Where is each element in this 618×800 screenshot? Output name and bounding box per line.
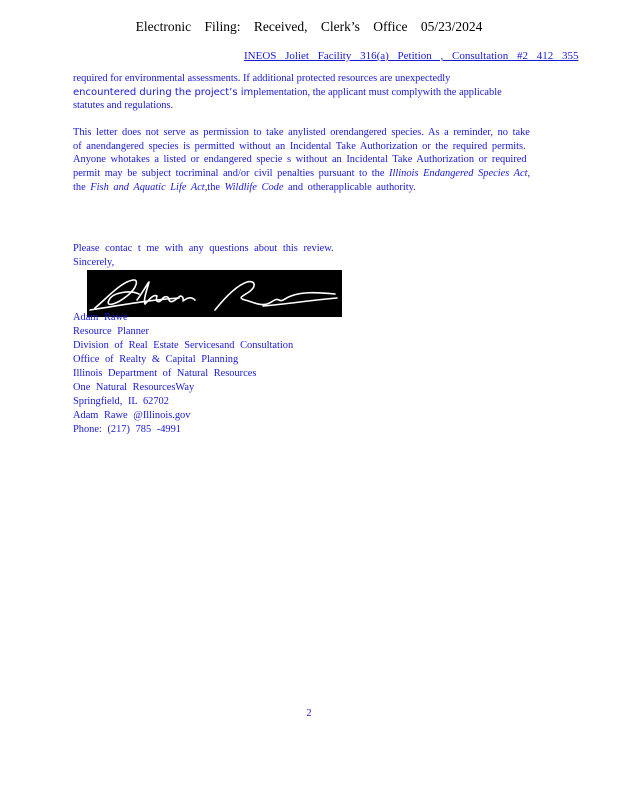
signer-department: Illinois Department of Natural Resources [73, 368, 257, 379]
paragraph-environmental-part1: required for environmental assessments. If additional protected resources are unexpectedly [73, 73, 451, 84]
signer-email: Adam Rawe @Illinois.gov [73, 410, 191, 421]
address-line-2: Springfield, IL 62702 [73, 396, 169, 407]
signer-division: Division of Real Estate Servicesand Consultation [73, 340, 294, 351]
address-line-1: One Natural ResourcesWay [73, 382, 195, 393]
signer-name: Adam Rawe [73, 312, 128, 323]
filing-header: Electronic Filing: Received, Clerk’s Office 05/23/2024 [135, 19, 483, 34]
act-name-endangered-species: Illinois Endangered Species Act [389, 168, 528, 180]
signature-image [87, 270, 342, 317]
sincerely: Sincerely, [73, 256, 115, 268]
act-name-fish-aquatic: Fish and Aquatic Life Act [90, 181, 205, 193]
paragraph-permission-text2: , the [73, 168, 531, 193]
paragraph-permission [73, 126, 533, 195]
closing-line: Please contac t me with any questions about this review. [73, 243, 334, 254]
paragraph-environmental [73, 72, 533, 113]
signature-drawing [87, 270, 342, 317]
signature-block [73, 311, 293, 437]
act-name-wildlife-code: Wildlife Code [224, 181, 284, 193]
paragraph-permission-text4: and otherapplicable authority. [283, 181, 416, 193]
paragraph-environmental-part3: plementation, the applicant must complywith the applicable statutes and regulations. [73, 86, 502, 112]
page-number: 2 [306, 708, 312, 719]
paragraph-environmental-inserted: encountered during the project’s im [73, 86, 254, 98]
closing [73, 242, 334, 269]
signer-title: Resource Planner [73, 326, 149, 337]
paragraph-permission-text1: This letter does not serve as permission to take anylisted orendangered species. As a reminder, no take of anendangered species is permitted without an Incidental Take Authorization or the required permits. Anyone whotakes a listed or endangered specie s without an Incidental Take Authorization or required permit may be subject tocriminal and/or civil penalties pursuant to the [73, 127, 530, 180]
reference-line: INEOS Joliet Facility 316(a) Petition , Consultation #2 412 355 [244, 50, 579, 62]
paragraph-permission-text3: ,the [204, 181, 225, 193]
signer-office: Office of Realty & Capital Planning [73, 354, 239, 365]
signer-phone: Phone: (217) 785 -4991 [73, 424, 181, 435]
